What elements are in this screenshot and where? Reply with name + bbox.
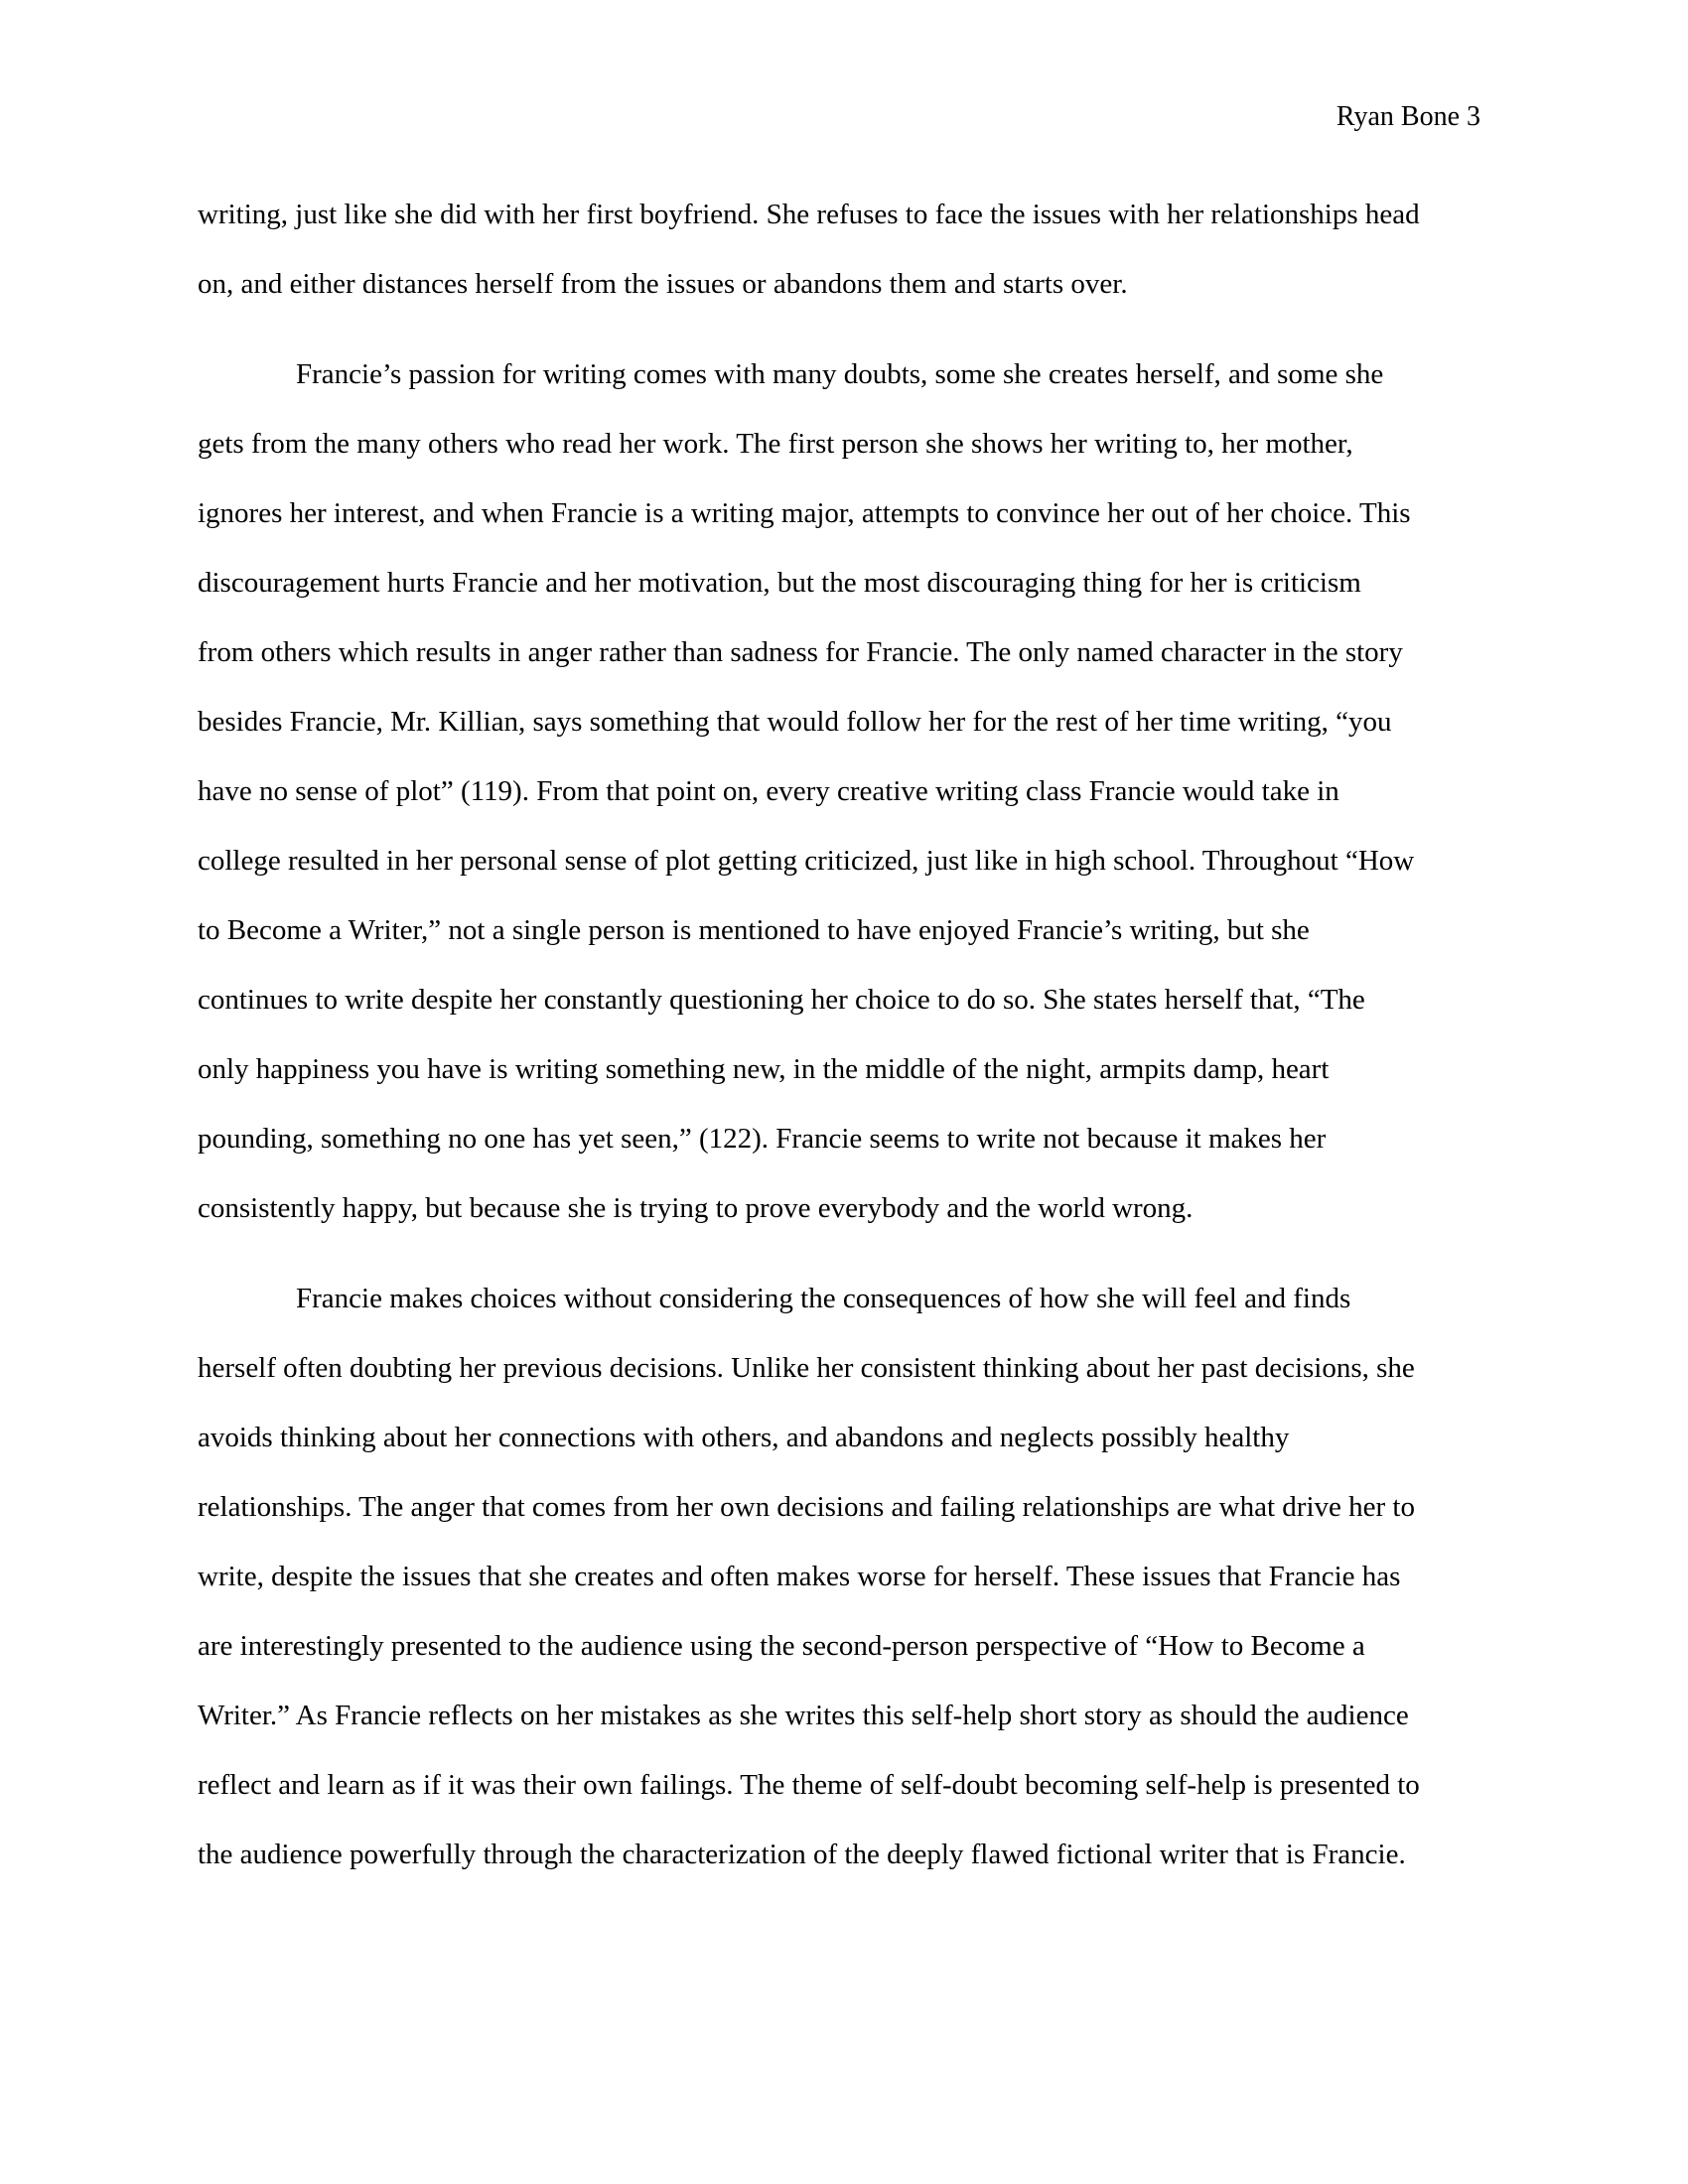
text-line: relationships. The anger that comes from her own decisions and failing relationships are what drive her to — [198, 1491, 1415, 1523]
text-line: avoids thinking about her connections with others, and abandons and neglects possibly healthy — [198, 1422, 1290, 1453]
essay-body — [198, 195, 1480, 1904]
text-line: discouragement hurts Francie and her motivation, but the most discouraging thing for her is criticism — [198, 567, 1361, 599]
text-line: besides Francie, Mr. Killian, says something that would follow her for the rest of her time writing, “you — [198, 706, 1392, 738]
paragraph-first-line: Francie makes choices without considering the consequences of how she will feel and finds — [296, 1283, 1351, 1314]
text-line: Writer.” As Francie reflects on her mistakes as she writes this self-help short story as should the audience — [198, 1700, 1409, 1731]
text-line: herself often doubting her previous decisions. Unlike her consistent thinking about her past decisions, she — [198, 1352, 1415, 1384]
text-line: only happiness you have is writing something new, in the middle of the night, armpits damp, heart — [198, 1053, 1330, 1085]
text-line: from others which results in anger rather than sadness for Francie. The only named character in the story — [198, 636, 1403, 668]
text-line: ignores her interest, and when Francie is a writing major, attempts to convince her out of her choice. This — [198, 497, 1411, 529]
running-head: Ryan Bone 3 — [1336, 101, 1480, 132]
text-line: gets from the many others who read her work. The first person she shows her writing to, her mother, — [198, 428, 1353, 460]
text-line: reflect and learn as if it was their own failings. The theme of self-doubt becoming self-help is presented to — [198, 1769, 1420, 1801]
text-line: college resulted in her personal sense of plot getting criticized, just like in high school. Throughout “How — [198, 845, 1415, 877]
text-line: consistently happy, but because she is trying to prove everybody and the world wrong. — [198, 1192, 1194, 1224]
text-line: continues to write despite her constantly questioning her choice to do so. She states herself that, “The — [198, 984, 1365, 1016]
text-line: are interestingly presented to the audience using the second-person perspective of “How to Become a — [198, 1630, 1365, 1662]
text-line: pounding, something no one has yet seen,” (122). Francie seems to write not because it makes her — [198, 1123, 1327, 1155]
paragraph-first-line: Francie’s passion for writing comes with many doubts, some she creates herself, and some she — [296, 358, 1384, 390]
text-line: write, despite the issues that she creates and often makes worse for herself. These issues that Francie has — [198, 1561, 1401, 1592]
text-line: have no sense of plot” (119). From that point on, every creative writing class Francie would take in — [198, 775, 1339, 807]
text-line: to Become a Writer,” not a single person is mentioned to have enjoyed Francie’s writing, but she — [198, 914, 1310, 946]
text-line: the audience powerfully through the characterization of the deeply flawed fictional writer that is Francie. — [198, 1839, 1406, 1870]
text-line: writing, just like she did with her first boyfriend. She refuses to face the issues with her relationships head — [198, 199, 1420, 230]
text-line: on, and either distances herself from the issues or abandons them and starts over. — [198, 268, 1128, 300]
